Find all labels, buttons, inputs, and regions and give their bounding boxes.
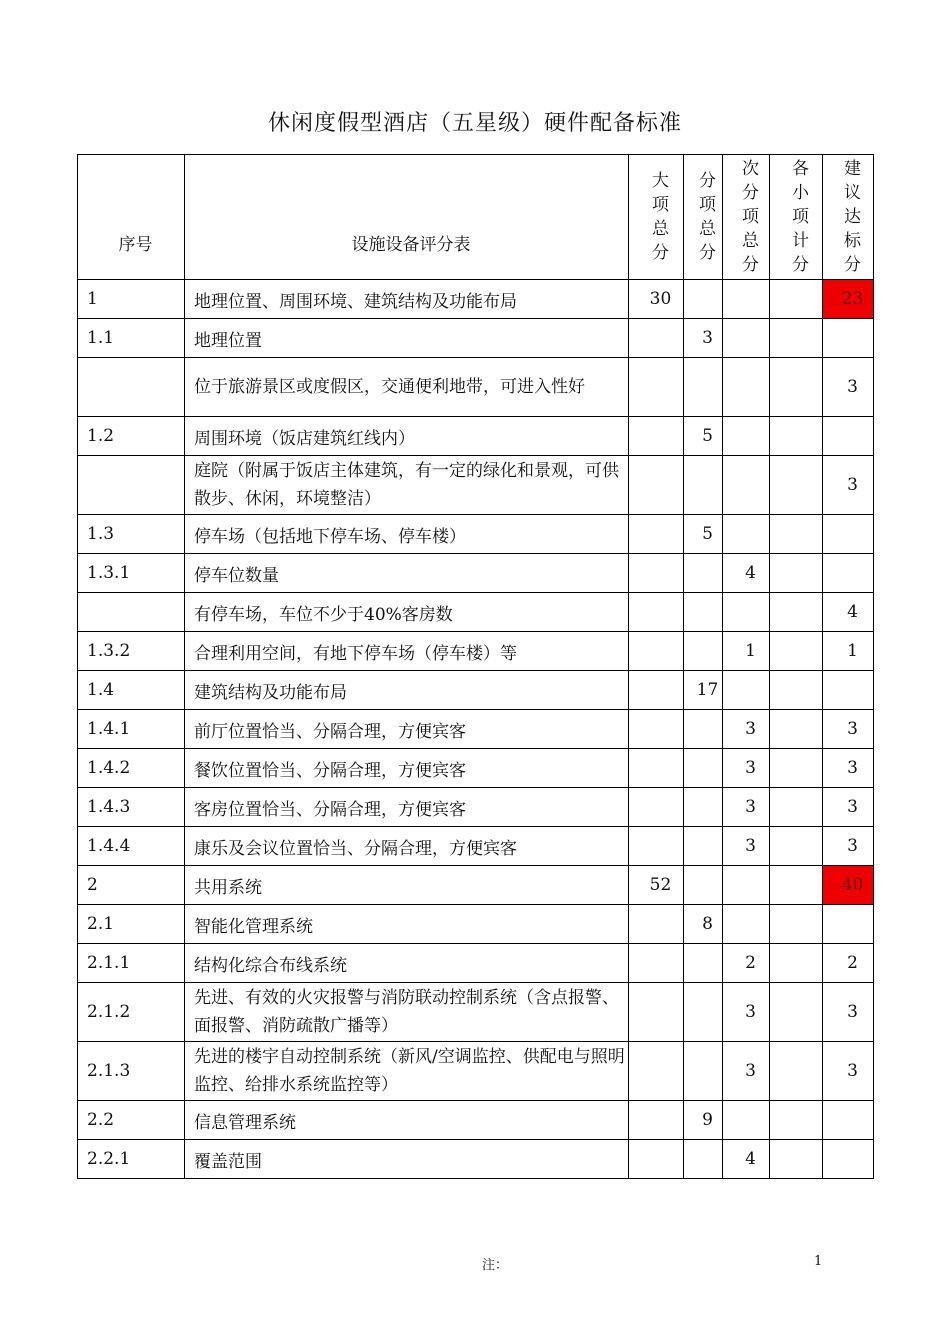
cell-each-score (770, 710, 823, 749)
cell-suggested-score: 3 (823, 1042, 874, 1101)
table-row (78, 788, 874, 827)
cell-minor-total (723, 1101, 770, 1140)
cell-suggested-score (823, 1101, 874, 1140)
cell-sub-total: 17 (684, 671, 723, 710)
cell-seq (78, 593, 185, 632)
table-row (78, 1140, 874, 1179)
table-row (78, 866, 874, 905)
header-item: 设施设备评分表 (185, 155, 629, 280)
cell-minor-total: 3 (723, 983, 770, 1042)
cell-major-total (629, 319, 684, 358)
table-row (78, 827, 874, 866)
cell-suggested-score: 4 (823, 593, 874, 632)
cell-sub-total (684, 983, 723, 1042)
cell-suggested-score: 3 (823, 983, 874, 1042)
cell-minor-total: 4 (723, 554, 770, 593)
cell-each-score (770, 827, 823, 866)
cell-major-total (629, 417, 684, 456)
cell-each-score (770, 1042, 823, 1101)
cell-item: 合理利用空间，有地下停车场（停车楼）等 (185, 632, 629, 671)
cell-minor-total: 3 (723, 827, 770, 866)
cell-suggested-score: 3 (823, 710, 874, 749)
cell-item: 有停车场，车位不少于40%客房数 (185, 593, 629, 632)
cell-sub-total (684, 593, 723, 632)
cell-sub-total (684, 632, 723, 671)
cell-seq: 1.2 (78, 417, 185, 456)
cell-sub-total (684, 1140, 723, 1179)
cell-major-total (629, 632, 684, 671)
header-major-total: 大 项 总 分 (629, 155, 684, 280)
cell-suggested-score (823, 515, 874, 554)
table-row (78, 1101, 874, 1140)
cell-each-score (770, 905, 823, 944)
cell-sub-total (684, 1042, 723, 1101)
cell-item: 周围环境（饭店建筑红线内） (185, 417, 629, 456)
document-title: 休闲度假型酒店（五星级）硬件配备标准 (267, 111, 682, 136)
cell-suggested-score (823, 417, 874, 456)
cell-sub-total (684, 749, 723, 788)
cell-item: 地理位置、周围环境、建筑结构及功能布局 (185, 280, 629, 319)
cell-minor-total: 3 (723, 788, 770, 827)
cell-item: 共用系统 (185, 866, 629, 905)
cell-each-score (770, 749, 823, 788)
cell-sub-total (684, 866, 723, 905)
cell-minor-total: 3 (723, 749, 770, 788)
cell-seq: 2.1.3 (78, 1042, 185, 1101)
scoring-table (77, 154, 874, 1179)
cell-suggested-score: 3 (823, 358, 874, 417)
cell-suggested-score (823, 905, 874, 944)
cell-item: 结构化综合布线系统 (185, 944, 629, 983)
cell-each-score (770, 280, 823, 319)
cell-item: 停车位数量 (185, 554, 629, 593)
cell-seq: 2.2 (78, 1101, 185, 1140)
cell-suggested-score (823, 554, 874, 593)
cell-suggested-score: 40 (823, 866, 874, 905)
table-row (78, 515, 874, 554)
header-each-score: 各 小 项 计 分 (770, 155, 823, 280)
header-sub-total: 分 项 总 分 (684, 155, 723, 280)
cell-sub-total (684, 280, 723, 319)
cell-sub-total (684, 358, 723, 417)
cell-sub-total (684, 456, 723, 515)
page-number: 1 (814, 1254, 823, 1269)
cell-item: 前厅位置恰当、分隔合理，方便宾客 (185, 710, 629, 749)
header-suggested-score: 建 议 达 标 分 (823, 155, 874, 280)
cell-item: 先进、有效的火灾报警与消防联动控制系统（含点报警、面报警、消防疏散广播等） (185, 983, 629, 1042)
table-row (78, 593, 874, 632)
cell-each-score (770, 788, 823, 827)
cell-item: 庭院（附属于饭店主体建筑，有一定的绿化和景观，可供散步、休闲，环境整洁） (185, 456, 629, 515)
table-row (78, 554, 874, 593)
header-seq: 序号 (78, 155, 185, 280)
cell-each-score (770, 1101, 823, 1140)
cell-minor-total (723, 358, 770, 417)
cell-each-score (770, 319, 823, 358)
cell-suggested-score (823, 319, 874, 358)
cell-minor-total (723, 905, 770, 944)
cell-major-total (629, 983, 684, 1042)
table-body (78, 280, 874, 1179)
cell-each-score (770, 358, 823, 417)
cell-seq: 1.4 (78, 671, 185, 710)
cell-suggested-score: 3 (823, 749, 874, 788)
cell-major-total (629, 1042, 684, 1101)
cell-major-total (629, 554, 684, 593)
cell-seq: 1.4.3 (78, 788, 185, 827)
cell-each-score (770, 632, 823, 671)
cell-minor-total (723, 515, 770, 554)
cell-sub-total: 3 (684, 319, 723, 358)
cell-item: 康乐及会议位置恰当、分隔合理，方便宾客 (185, 827, 629, 866)
table-row (78, 671, 874, 710)
cell-seq: 2.1 (78, 905, 185, 944)
cell-major-total (629, 1140, 684, 1179)
cell-minor-total: 3 (723, 710, 770, 749)
cell-major-total (629, 671, 684, 710)
footer-note: 注： (482, 1258, 509, 1273)
cell-item: 覆盖范围 (185, 1140, 629, 1179)
cell-seq: 2.1.2 (78, 983, 185, 1042)
cell-seq: 1.4.2 (78, 749, 185, 788)
cell-sub-total: 8 (684, 905, 723, 944)
cell-suggested-score: 3 (823, 788, 874, 827)
cell-seq: 1.4.4 (78, 827, 185, 866)
cell-minor-total: 2 (723, 944, 770, 983)
cell-minor-total (723, 280, 770, 319)
table-row (78, 632, 874, 671)
cell-minor-total: 3 (723, 1042, 770, 1101)
cell-each-score (770, 593, 823, 632)
cell-seq: 1.3.2 (78, 632, 185, 671)
cell-each-score (770, 671, 823, 710)
cell-minor-total (723, 593, 770, 632)
cell-seq: 2 (78, 866, 185, 905)
cell-suggested-score (823, 1140, 874, 1179)
cell-sub-total (684, 710, 723, 749)
cell-major-total: 52 (629, 866, 684, 905)
cell-major-total (629, 905, 684, 944)
cell-minor-total (723, 671, 770, 710)
cell-sub-total (684, 944, 723, 983)
cell-major-total (629, 515, 684, 554)
cell-major-total (629, 358, 684, 417)
cell-each-score (770, 1140, 823, 1179)
cell-seq (78, 456, 185, 515)
cell-sub-total (684, 788, 723, 827)
table-row (78, 944, 874, 983)
cell-major-total (629, 944, 684, 983)
cell-seq: 1.4.1 (78, 710, 185, 749)
header-row (78, 155, 874, 280)
cell-major-total: 30 (629, 280, 684, 319)
cell-suggested-score: 3 (823, 827, 874, 866)
cell-item: 位于旅游景区或度假区，交通便利地带，可进入性好 (185, 358, 629, 417)
cell-major-total (629, 749, 684, 788)
table-row (78, 280, 874, 319)
cell-minor-total (723, 866, 770, 905)
cell-major-total (629, 827, 684, 866)
cell-item: 停车场（包括地下停车场、停车楼） (185, 515, 629, 554)
cell-each-score (770, 554, 823, 593)
cell-each-score (770, 515, 823, 554)
table-row (78, 749, 874, 788)
table-row (78, 417, 874, 456)
cell-suggested-score: 23 (823, 280, 874, 319)
cell-item: 餐饮位置恰当、分隔合理，方便宾客 (185, 749, 629, 788)
table-row (78, 1042, 874, 1101)
cell-each-score (770, 944, 823, 983)
cell-item: 先进的楼宇自动控制系统（新风/空调监控、供配电与照明监控、给排水系统监控等） (185, 1042, 629, 1101)
cell-each-score (770, 983, 823, 1042)
cell-item: 智能化管理系统 (185, 905, 629, 944)
cell-item: 客房位置恰当、分隔合理，方便宾客 (185, 788, 629, 827)
cell-sub-total (684, 827, 723, 866)
cell-seq (78, 358, 185, 417)
table-row (78, 319, 874, 358)
cell-sub-total: 5 (684, 515, 723, 554)
cell-sub-total (684, 554, 723, 593)
table-row (78, 456, 874, 515)
cell-minor-total: 1 (723, 632, 770, 671)
cell-suggested-score: 1 (823, 632, 874, 671)
cell-seq: 1.3.1 (78, 554, 185, 593)
cell-minor-total (723, 456, 770, 515)
cell-sub-total: 9 (684, 1101, 723, 1140)
cell-item: 地理位置 (185, 319, 629, 358)
cell-each-score (770, 417, 823, 456)
cell-minor-total (723, 319, 770, 358)
cell-suggested-score: 2 (823, 944, 874, 983)
cell-seq: 1.1 (78, 319, 185, 358)
cell-each-score (770, 866, 823, 905)
cell-major-total (629, 456, 684, 515)
cell-item: 建筑结构及功能布局 (185, 671, 629, 710)
cell-seq: 1 (78, 280, 185, 319)
cell-seq: 1.3 (78, 515, 185, 554)
header-minor-total: 次 分 项 总 分 (723, 155, 770, 280)
table-row (78, 358, 874, 417)
cell-sub-total: 5 (684, 417, 723, 456)
cell-seq: 2.1.1 (78, 944, 185, 983)
cell-seq: 2.2.1 (78, 1140, 185, 1179)
table-row (78, 710, 874, 749)
cell-major-total (629, 1101, 684, 1140)
cell-major-total (629, 593, 684, 632)
cell-suggested-score (823, 671, 874, 710)
cell-each-score (770, 456, 823, 515)
cell-minor-total: 4 (723, 1140, 770, 1179)
cell-major-total (629, 788, 684, 827)
cell-major-total (629, 710, 684, 749)
cell-suggested-score: 3 (823, 456, 874, 515)
table-row (78, 905, 874, 944)
cell-minor-total (723, 417, 770, 456)
table-row (78, 983, 874, 1042)
cell-item: 信息管理系统 (185, 1101, 629, 1140)
